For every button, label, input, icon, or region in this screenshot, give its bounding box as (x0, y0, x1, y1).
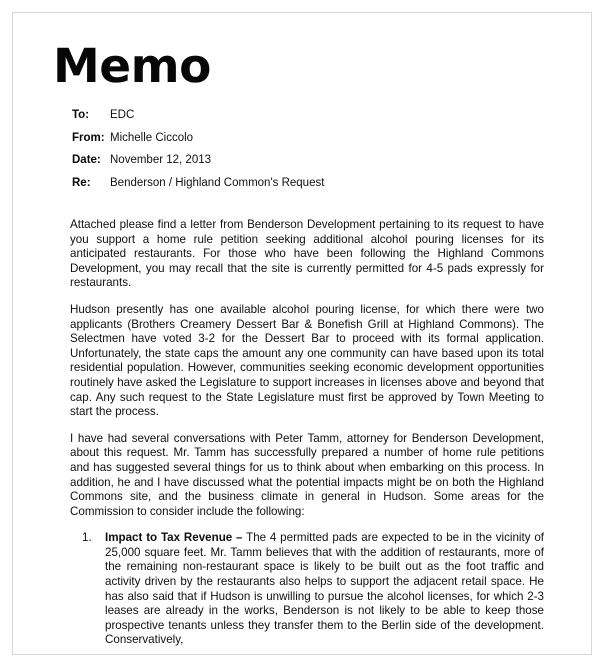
list-item-text: The 4 permitted pads are expected to be in the vicinity of 25,000 square feet. Mr. Tamm believes that with the addition of restaurants, more of the remaining non-restaurant space is likely to be built out as the foot traffic and activity driven by the restaurants also helps to support the adjacent retail space. He has also said that if Hudson is unwilling to pursue the alcohol licenses, for which 2-3 leases are already in the works, Benderson is not likely to be able to keep those prospective tenants unless they transfer them to the Berlin side of the development. Conservatively, (105, 531, 545, 647)
memo-field-to-label: To: (72, 109, 90, 121)
body-paragraph-3: I have had several conversations with Peter Tamm, attorney for Benderson Development, about this request. Mr. Tamm has successfully prepared a number of home rule petitions and has suggested several things for us to think about when embarking on this process. In addition, he and I have discussed what the potential impacts might be on both the Highland Commons site, and the business climate in general in Hudson. Some areas for the Commission to consider include the following: (70, 431, 544, 518)
memo-field-to (72, 109, 552, 121)
memo-field-date-label: Date: (72, 154, 101, 166)
memo-field-re-value: Benderson / Highland Common's Request (110, 176, 325, 189)
body-paragraph-1: Attached please find a letter from Benderson Development pertaining to its request to have you support a home rule petition seeking additional alcohol pouring licenses for its anticipated restaurants. For those who have been following the Highland Commons Development, you may recall that the site is currently permitted for 4-5 pads expressly for restaurants. (70, 218, 544, 290)
memo-field-date (72, 154, 552, 166)
memo-field-from (72, 132, 552, 144)
memo-body (70, 218, 544, 648)
document-page (12, 12, 592, 655)
numbered-list (70, 531, 544, 648)
page-content (13, 13, 592, 655)
memo-field-to-value: EDC (110, 109, 135, 121)
memo-field-from-label: From: (72, 131, 105, 144)
memo-field-from-value: Michelle Ciccolo (110, 131, 194, 144)
list-item-lead-in: Impact to Tax Revenue – (105, 531, 243, 545)
memo-field-re (72, 177, 552, 189)
body-paragraph-2: Hudson presently has one available alcohol pouring license, for which there were two applicants (Brothers Creamery Dessert Bar & Bonefish Grill at Highland Commons). The Selectmen have voted 3-2 for the Dessert Bar to proceed with its formal application. Unfortunately, the state caps the amount any one community can have based upon its total residential population. However, communities seeking economic development opportunities routinely have asked the Legislature to support increases in licenses above and beyond that cap. Any such request to the State Legislature must first be approved by Town Meeting to start the process. (70, 302, 544, 419)
page-title: Memo (53, 39, 211, 94)
memo-field-re-label: Re: (72, 176, 91, 189)
memo-field-date-value: November 12, 2013 (110, 154, 212, 166)
list-item-marker: 1. (82, 531, 92, 545)
list-item (70, 531, 544, 648)
memo-header-fields (72, 109, 552, 199)
